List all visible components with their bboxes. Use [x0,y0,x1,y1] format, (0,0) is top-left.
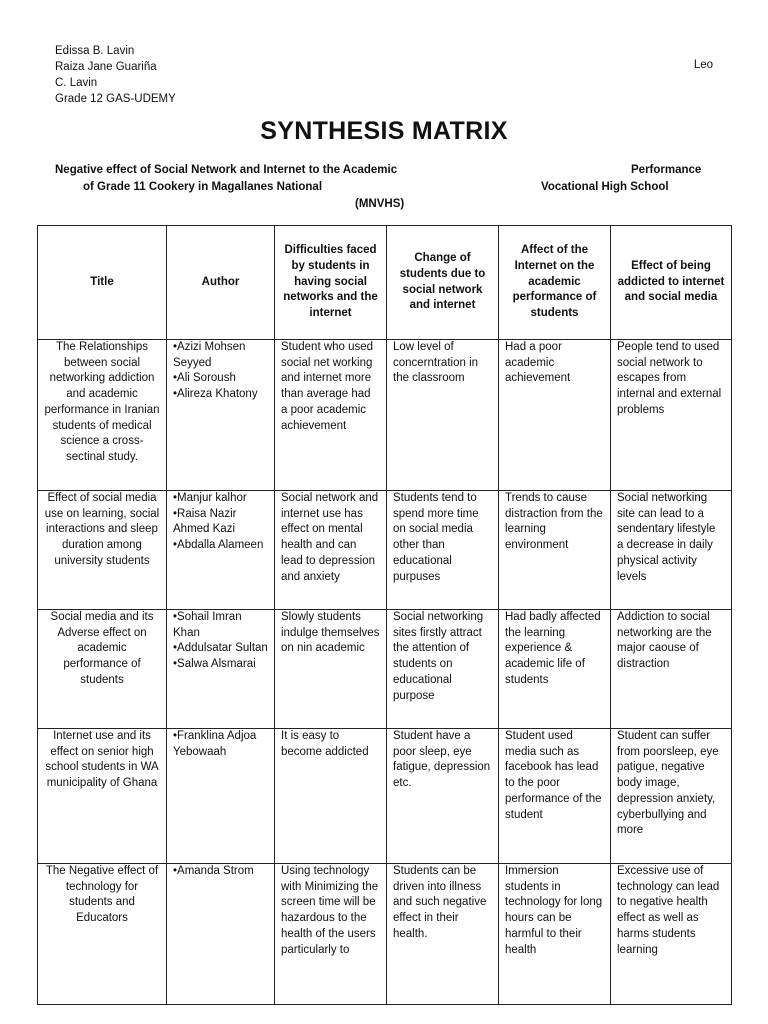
change-cell: Low level of concerntration in the classroom [387,340,499,491]
title-cell: The Negative effect of technology for students and Educators [38,864,167,1005]
author-cell: •Sohail Imran Khan •Addulsatar Sultan •Salwa Alsmarai [167,610,275,729]
author-name: Edissa B. Lavin [55,45,135,57]
affect-cell: Student used media such as facebook has lead to the poor performance of the student [499,729,611,864]
table-row [38,610,732,729]
right-name: Leo [693,59,713,71]
title-cell: Effect of social media use on learning, social interactions and sleep duration among university students [38,491,167,610]
topic-line3: (MNVHS) [355,198,405,210]
table-row [38,864,732,1005]
effect-cell: Addiction to social networking are the major caouse of distraction [611,610,732,729]
grade-section: Grade 12 GAS-UDEMY [55,93,176,105]
topic-line2-right: Vocational High School [541,181,669,193]
difficulties-cell: Student who used social net working and internet more than average had a poor academic achievement [275,340,387,491]
topic-line2-left: of Grade 11 Cookery in Magallanes National [83,181,323,193]
change-cell: Social networking sites firstly attract the attention of students on educational purpose [387,610,499,729]
affect-cell: Immersion students in technology for long hours can be harmful to their health [499,864,611,1005]
author-cell: •Franklina Adjoa Yebowaah [167,729,275,864]
effect-cell: People tend to used social network to escapes from internal and external problems [611,340,732,491]
table-row [38,340,732,491]
column-header: Title [38,226,167,340]
author-cell: •Amanda Strom [167,864,275,1005]
author-name: C. Lavin [55,77,98,89]
affect-cell: Had a poor academic achievement [499,340,611,491]
affect-cell: Had badly affected the learning experience & academic life of students [499,610,611,729]
title-cell: Social media and its Adverse effect on academic performance of students [38,610,167,729]
effect-cell: Student can suffer from poorsleep, eye patigue, negative body image, depression anxiety, cyberbullying and more [611,729,732,864]
change-cell: Students can be driven into illness and such negative effect in their health. [387,864,499,1005]
topic-line1-right: Performance [631,164,702,176]
author-cell: •Manjur kalhor •Raisa Nazir Ahmed Kazi •Abdalla Alameen [167,491,275,610]
change-cell: Students tend to spend more time on social media other than educational purpuses [387,491,499,610]
table-row [38,491,732,610]
affect-cell: Trends to cause distraction from the learning environment [499,491,611,610]
author-name: Raiza Jane Guariña [55,61,157,73]
difficulties-cell: Using technology with Minimizing the screen time will be hazardous to the health of the users particularly to [275,864,387,1005]
difficulties-cell: Slowly students indulge themselves on nin academic [275,610,387,729]
column-header: Effect of being addicted to internet and social media [611,226,732,340]
effect-cell: Excessive use of technology can lead to negative health effect as well as harms students learning [611,864,732,1005]
column-header: Change of students due to social network and internet [387,226,499,340]
column-header: Author [167,226,275,340]
change-cell: Student have a poor sleep, eye fatigue, depression etc. [387,729,499,864]
column-header: Difficulties faced by students in having social networks and the internet [275,226,387,340]
difficulties-cell: It is easy to become addicted [275,729,387,864]
table-header-row [38,226,732,340]
synthesis-matrix-table [37,225,732,1005]
difficulties-cell: Social network and internet use has effect on mental health and can lead to depression and anxiety [275,491,387,610]
page-title: SYNTHESIS MATRIX [260,117,508,145]
column-header: Affect of the Internet on the academic performance of students [499,226,611,340]
effect-cell: Social networking site can lead to a sendentary lifestyle a decrease in daily physical activity levels [611,491,732,610]
title-cell: The Relationships between social networking addiction and academic performance in Iranian students of medical science a cross-sectinal study. [38,340,167,491]
author-list [55,43,176,107]
topic-line1-left: Negative effect of Social Network and Internet to the Academic [55,164,398,176]
title-cell: Internet use and its effect on senior high school students in WA municipality of Ghana [38,729,167,864]
table-row [38,729,732,864]
author-cell: •Azizi Mohsen Seyyed •Ali Soroush •Alireza Khatony [167,340,275,491]
